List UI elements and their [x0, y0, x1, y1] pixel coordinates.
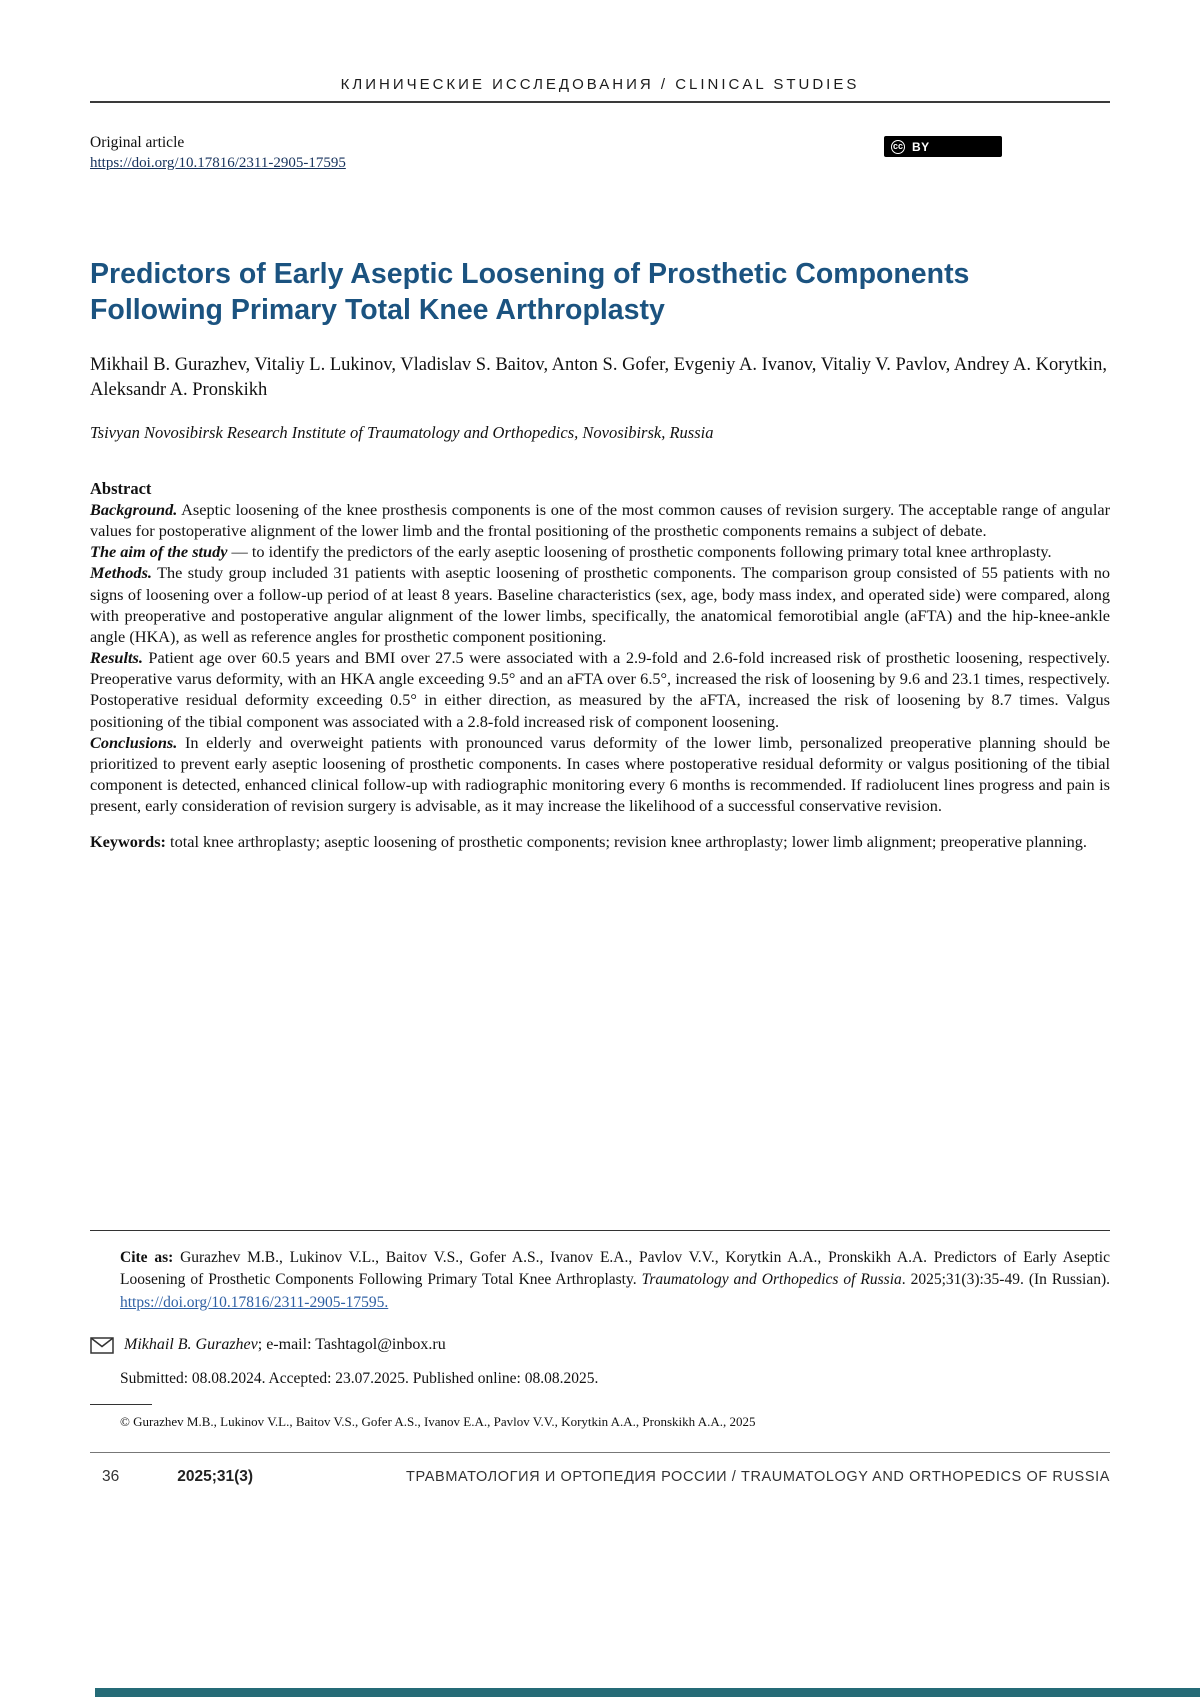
article-meta	[90, 134, 346, 172]
cite-doi-link[interactable]: https://doi.org/10.17816/2311-2905-17595.	[120, 1293, 389, 1311]
paragraph-lead: Conclusions.	[90, 732, 178, 752]
affiliation-line: Tsivyan Novosibirsk Research Institute of Traumatology and Orthopedics, Novosibirsk, Russia	[90, 422, 714, 442]
article-title: Predictors of Early Aseptic Loosening of Prosthetic Components Following Primary Total Knee Arthroplasty	[90, 258, 970, 327]
abstract-paragraph-methods	[90, 562, 1110, 647]
cite-block	[120, 1247, 1110, 1314]
main-content	[90, 256, 1110, 853]
paragraph-text: Patient age over 60.5 years and BMI over 27.5 were associated with a 2.9-fold and 2.6-fold increased risk of prosthetic loosening, respectively. Preoperative varus deformity, with an HKA angle exceeding 9.5° and an aFTA over 6.5°, increased the risk of loosening by 9.6 and 23.1 times, respectively. Postoperative residual deformity exceeding 0.5° in either direction, as measured by the aFTA, increased the risk of loosening by 8.7 times. Valgus positioning of the tibial component was associated with a 2.8-fold increased risk of component loosening.	[90, 648, 1110, 731]
abstract-heading: Abstract	[90, 478, 152, 498]
paragraph-text: — to identify the predictors of the early aseptic loosening of prosthetic components following primary total knee arthroplasty.	[227, 542, 1052, 562]
meta-row	[90, 134, 1110, 172]
cc-icon: cc	[891, 140, 905, 154]
abstract-paragraph-conclusions	[90, 732, 1110, 817]
cite-as-label: Cite as:	[120, 1249, 174, 1266]
cc-by-label: BY	[912, 139, 930, 154]
cite-text: Gurazhev M.B., Lukinov V.L., Baitov V.S., Gofer A.S., Ivanov E.A., Pavlov V.V., Korytkin A.A., Pronskikh A.A. Predictors of Early Aseptic Loosening of Prosthetic Components Following Primary Total Knee Arthroplasty.	[120, 1249, 1110, 1289]
corresponding-author-row	[90, 1336, 1110, 1354]
envelope-icon	[90, 1337, 114, 1354]
paragraph-lead: Background.	[90, 499, 178, 519]
copyright-divider	[90, 1404, 152, 1405]
abstract-paragraph-background	[90, 499, 1110, 541]
keywords-text: total knee arthroplasty; aseptic loosening of prosthetic components; revision knee arthroplasty; lower limb alignment; preoperative planning.	[165, 832, 1087, 852]
running-head: КЛИНИЧЕСКИЕ ИССЛЕДОВАНИЯ / CLINICAL STUDIES	[340, 76, 860, 93]
paragraph-text: The study group included 31 patients with aseptic loosening of prosthetic components. The comparison group consisted of 55 patients with no signs of loosening over a follow-up period of at least 8 years. Baseline characteristics (sex, age, body mass index, and operated side) were compared, along with preoperative and postoperative angular alignment of the lower limbs, specifically, the anatomical femorotibial angle (aFTA) and the hip-knee-ankle angle (HKA), as well as reference angles for prosthetic component positioning.	[90, 563, 1110, 646]
page-number: 36	[102, 1468, 120, 1485]
authors-line: Mikhail B. Gurazhev, Vitaliy L. Lukinov, Vladislav S. Baitov, Anton S. Gofer, Evgeniy A. Ivanov, Vitaliy V. Pavlov, Andrey A. Korytkin, Aleksandr A. Pronskikh	[90, 354, 1108, 400]
header-divider	[90, 101, 1110, 103]
paragraph-text: In elderly and overweight patients with pronounced varus deformity of the lower limb, personalized preoperative planning should be prioritized to prevent early aseptic loosening of prosthetic components. In cases where postoperative residual deformity or valgus positioning of the tibial component is detected, enhanced clinical follow-up with radiographic monitoring every 6 months is recommended. If radiolucent lines progress and pain is present, early consideration of revision surgery is advisable, as it may increase the likelihood of a successful conservative revision.	[90, 732, 1110, 816]
cite-journal-name: Traumatology and Orthopedics of Russia	[641, 1271, 902, 1289]
journal-footer-bar	[90, 1452, 1110, 1486]
paragraph-lead: Results.	[90, 648, 143, 668]
corresponding-author-email: ; e-mail: Tashtagol@inbox.ru	[257, 1336, 446, 1354]
article-type-label: Original article	[90, 134, 185, 151]
cc-by-license-badge[interactable]	[884, 136, 1002, 157]
paragraph-lead: Methods.	[90, 563, 152, 583]
copyright-line: © Gurazhev M.B., Lukinov V.L., Baitov V.S., Gofer A.S., Ivanov E.A., Pavlov V.V., Korytkin A.A., Pronskikh A.A., 2025	[120, 1414, 756, 1430]
bottom-accent-bar	[95, 1688, 1200, 1697]
cite-divider	[90, 1230, 1110, 1231]
keywords-label: Keywords:	[90, 832, 166, 852]
journal-name: ТРАВМАТОЛОГИЯ И ОРТОПЕДИЯ РОССИИ / TRAUMATOLOGY AND ORTHOPEDICS OF RUSSIA	[406, 1469, 1110, 1485]
doi-link[interactable]: https://doi.org/10.17816/2311-2905-17595	[90, 155, 346, 171]
keywords-line	[90, 831, 1110, 852]
abstract-paragraph-aim	[90, 541, 1110, 562]
paragraph-text: Aseptic loosening of the knee prosthesis components is one of the most common causes of revision surgery. The acceptable range of angular values for postoperative alignment of the lower limb and the frontal positioning of the prosthetic components remains a subject of debate.	[90, 499, 1110, 541]
abstract-section	[90, 479, 1110, 853]
issue-label: 2025;31(3)	[177, 1468, 254, 1485]
cite-text-tail: . 2025;31(3):35-49. (In Russian).	[901, 1271, 1110, 1289]
license-wrap	[884, 136, 1002, 157]
corresponding-author-name: Mikhail B. Gurazhev	[124, 1336, 258, 1354]
article-footer-block	[90, 1230, 1110, 1430]
corresponding-author-line	[124, 1336, 446, 1354]
paragraph-lead: The aim of the study	[90, 542, 228, 562]
dates-line: Submitted: 08.08.2024. Accepted: 23.07.2025. Published online: 08.08.2025.	[120, 1370, 599, 1388]
abstract-paragraph-results	[90, 647, 1110, 732]
